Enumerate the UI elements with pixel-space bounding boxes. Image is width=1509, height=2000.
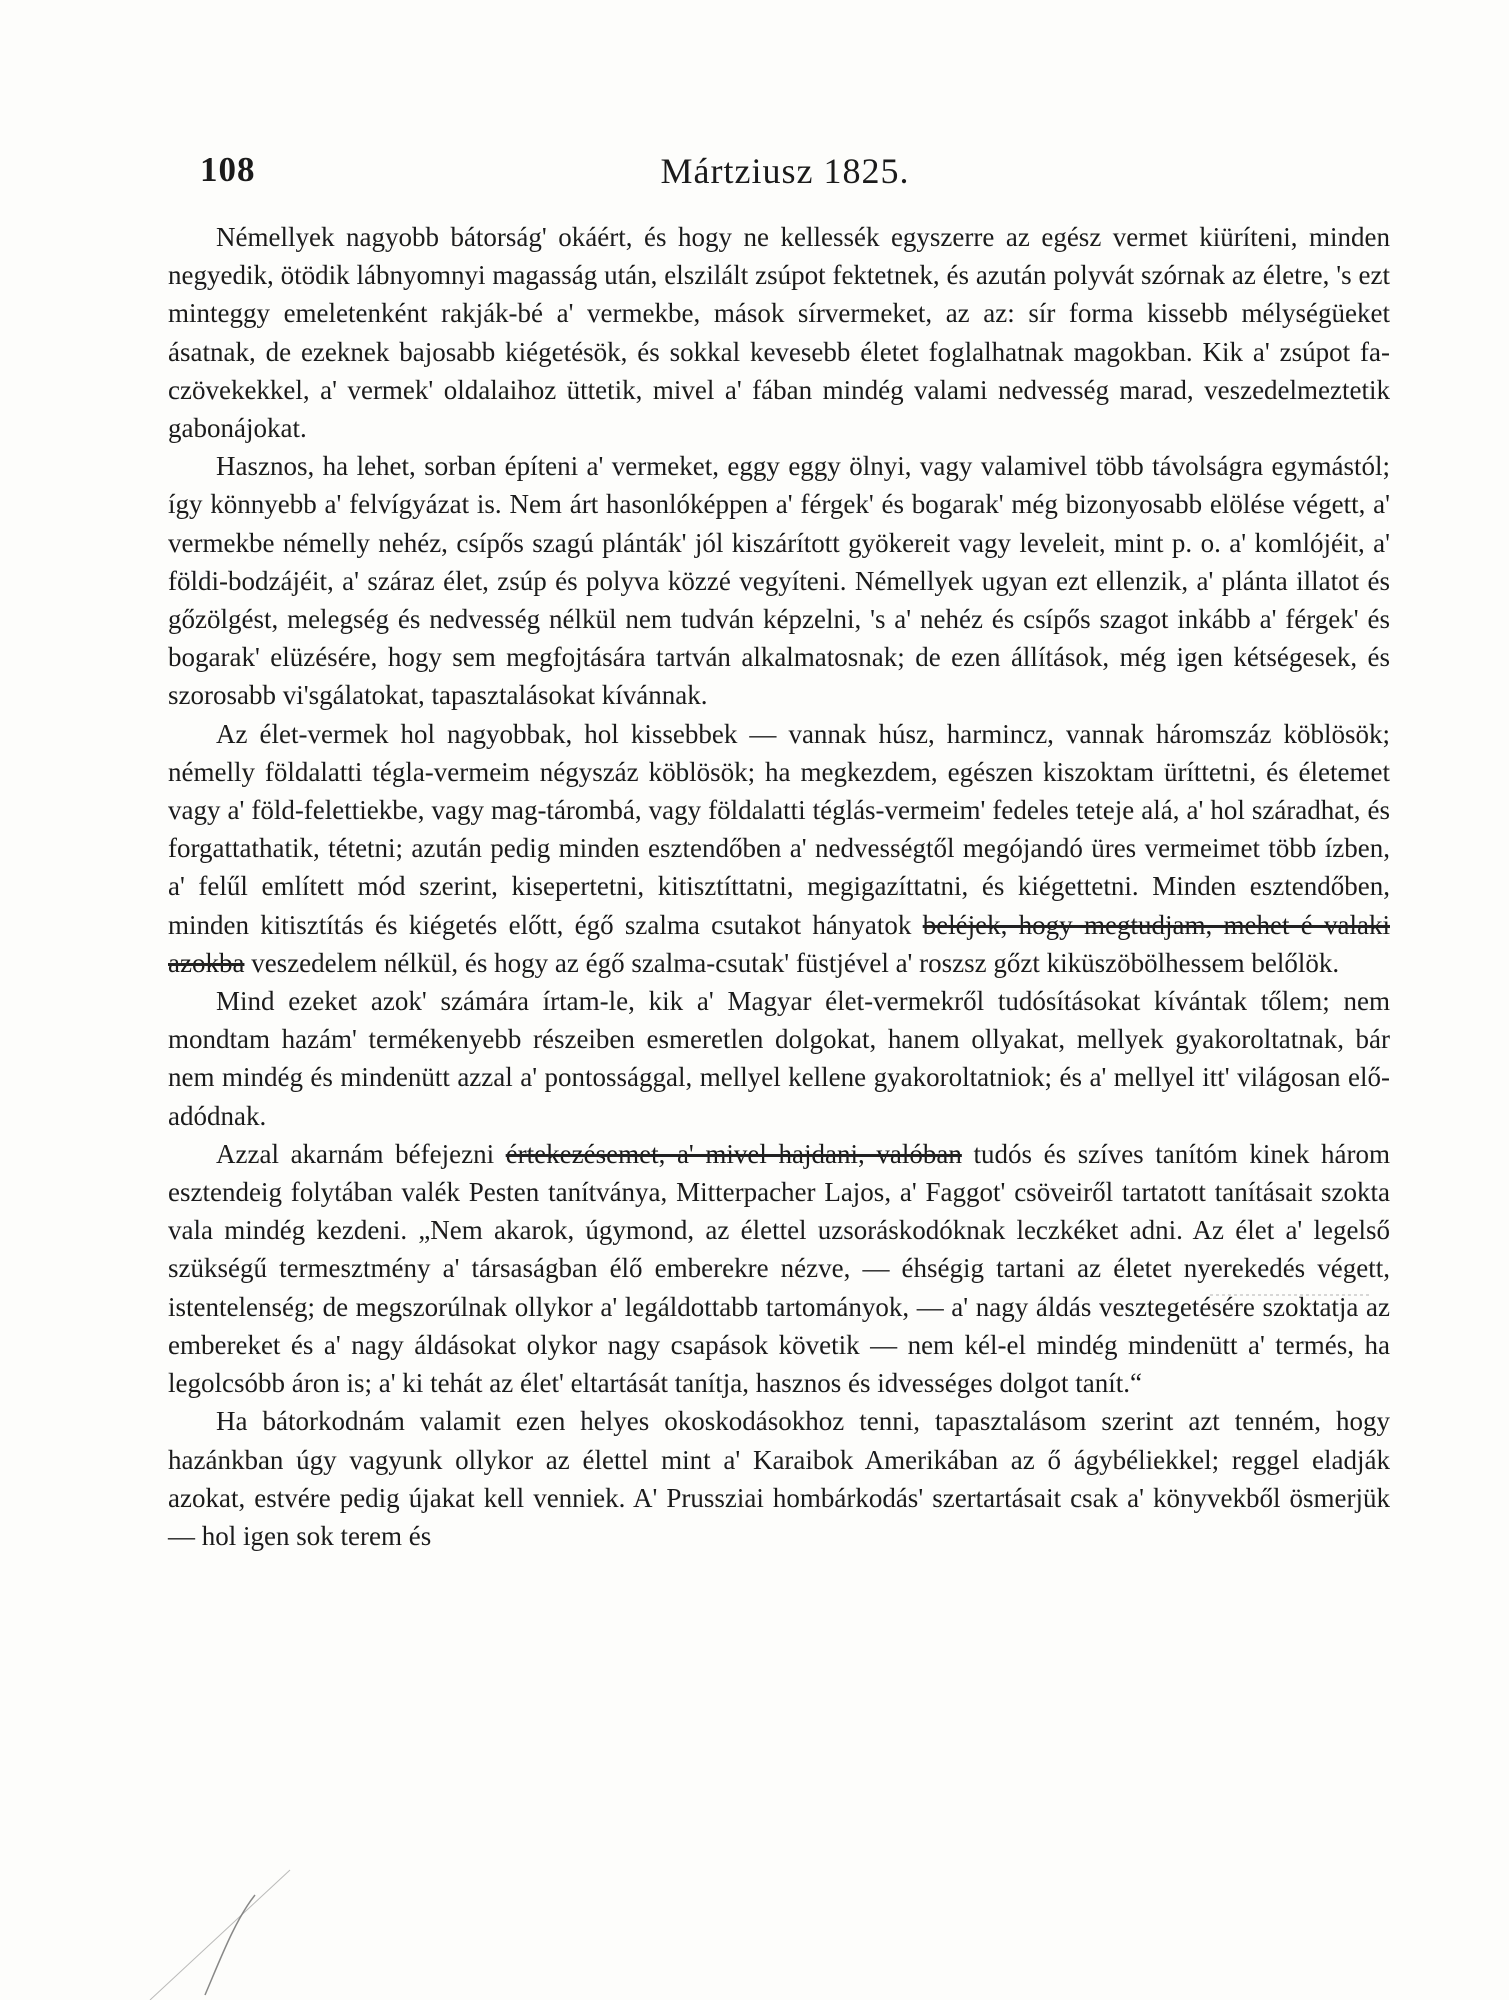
paragraph-2: Hasznos, ha lehet, sorban építeni a' vermeket, eggy eggy ölnyi, vagy valamivel több távolságra egymástól; így könnyebb a' felvígyázat is. Nem árt hasonlóképpen a' férgek' és bogarak' még bizonyosabb elölése végett, a' vermekbe némelly nehéz, csípős szagú plánták' jól kiszárított gyökereit vagy leveleit, mint p. o. a' komlójéit, a' földi-bodzájéit, a' száraz élet, zsúp és polyva közzé vegyíteni. Némellyek ugyan ezt ellenzik, a' plánta illatot és gőzölgést, melegség és nedvesség nélkül nem tudván képzelni, 's a' nehéz és csípős szagot inkább a' férgek' és bogarak' elüzésére, hogy sem megfojtására tartván alkalmatosnak; de ezen állítások, még igen kétségesek, és szorosabb vi'sgálatokat, tapasztalásokat kívánnak. xyxy=(168,451,1390,711)
paragraph-4: Mind ezeket azok' számára írtam-le, kik a' Magyar élet-vermekről tudósításokat kívántak tőlem; nem mondtam hazám' termékenyebb részeiben esmeretlen dolgokat, hanem ollyakat, mellyek gyakoroltatnak, bár nem mindég és mindenütt azzal a' pontossággal, mellyel kellene gyakoroltatniok; és a' mellyel itt' világosan elő-adódnak. xyxy=(168,986,1390,1131)
page-number: 108 xyxy=(200,150,256,189)
page-header xyxy=(200,150,1370,200)
paragraph-5-text-b: tudós és szíves tanítóm kinek három esztendeig folytában valék Pesten tanítványa, Mitterpacher Lajos, a' Faggot' csöveiről tartatott tanításait szokta vala mindég kezdeni. „Nem akarok, úgymond, az élettel uzsoráskodóknak leczkéket adni. Az élet a' legelső szükségű termesztmény a' társaságban élő emberekre nézve, — éhségig tartani az életet nyerekedés végett, istentelenség; de megszorúlnak ollykor a' legáldottabb tartományok, — a' nagy áldás vesztegetésére szoktatja az embereket és a' nagy áldásokat olykor nagy csapások követik — nem kél-el mindég mindenütt a' termés, ha legolcsóbb áron is; a' ki tehát az élet' eltartását tanítja, hasznos és idvességes dolgot tanít.“ xyxy=(168,1138,1391,1399)
paragraph-3 xyxy=(168,715,1390,982)
paragraph-1: Némellyek nagyobb bátorság' okáért, és hogy ne kellessék egyszerre az egész vermet kiüríteni, minden negyedik, ötödik lábnyomnyi magasság után, elszilált zsúpot fektetnek, és azután polyvát szórnak az életre, 's ezt minteggy emeletenként rakják-bé a' vermekbe, mások sírvermeket, az az: sír forma kissebb mélységüeket ásatnak, de ezeknek bajosabb kiégetésök, és sokkal kevesebb életet foglalhatnak magokban. Kik a' zsúpot fa-czövekekkel, a' vermek' oldalaihoz üttetik, mivel a' fában mindég valami nedvesség marad, veszedelmeztetik gabonájokat. xyxy=(168,222,1390,444)
paragraph-5-text-a: Azzal akarnám béfejezni xyxy=(216,1138,506,1169)
body-text xyxy=(168,218,1390,1555)
paragraph-3-text-a: Az élet-vermek hol nagyobbak, hol kissebbek — vannak húsz, harmincz, vannak háromszáz köblösök; némelly földalatti tégla-vermeim négyszáz köblösök; ha megkezdem, egészen kiszoktam üríttetni, és életemet vagy a' föld-felettiekbe, vagy mag-tárombá, vagy földalatti téglás-vermeim' fedeles teteje alá, a' hol száradhat, és forgattathatik, tétetni; azután pedig minden esztendőben a' nedvességtől megójandó üres vermeimet több ízben, a' felűl említett mód szerint, kisepertetni, kitisztíttatni, megigazíttatni, és kiégettetni. Minden esztendőben, minden kitisztítás és kiégetés előtt, égő szalma csutakot hányatok xyxy=(168,718,1390,940)
pencil-stroke xyxy=(150,1870,290,2000)
struck-through-phrase: beléjek, hogy megtudjam, mehet é valaki azokba xyxy=(168,909,1390,978)
struck-through-phrase: értekezésemet, a' mivel hajdani, valóban xyxy=(505,1138,962,1169)
running-head: Mártziusz 1825. xyxy=(660,151,910,191)
pencil-stroke xyxy=(205,1895,255,1995)
paragraph-6: Ha bátorkodnám valamit ezen helyes okoskodásokhoz tenni, tapasztalásom szerint azt tenném, hogy hazánkban úgy vagyunk ollykor az élettel mint a' Karaibok Amerikában az ő ágybéliekkel; reggel eladják azokat, estvére pedig újakat kell venniek. A' Prussziai hombárkodás' szertartásait csak a' könyvekből ösmerjük — hol igen sok terem és xyxy=(168,1406,1390,1551)
paragraph-3-text-b: veszedelem nélkül, és hogy az égő szalma-csutak' füstjével a' roszsz gőzt kiküszöbölhessem belőlök. xyxy=(244,947,1340,978)
paragraph-5 xyxy=(168,1135,1390,1402)
